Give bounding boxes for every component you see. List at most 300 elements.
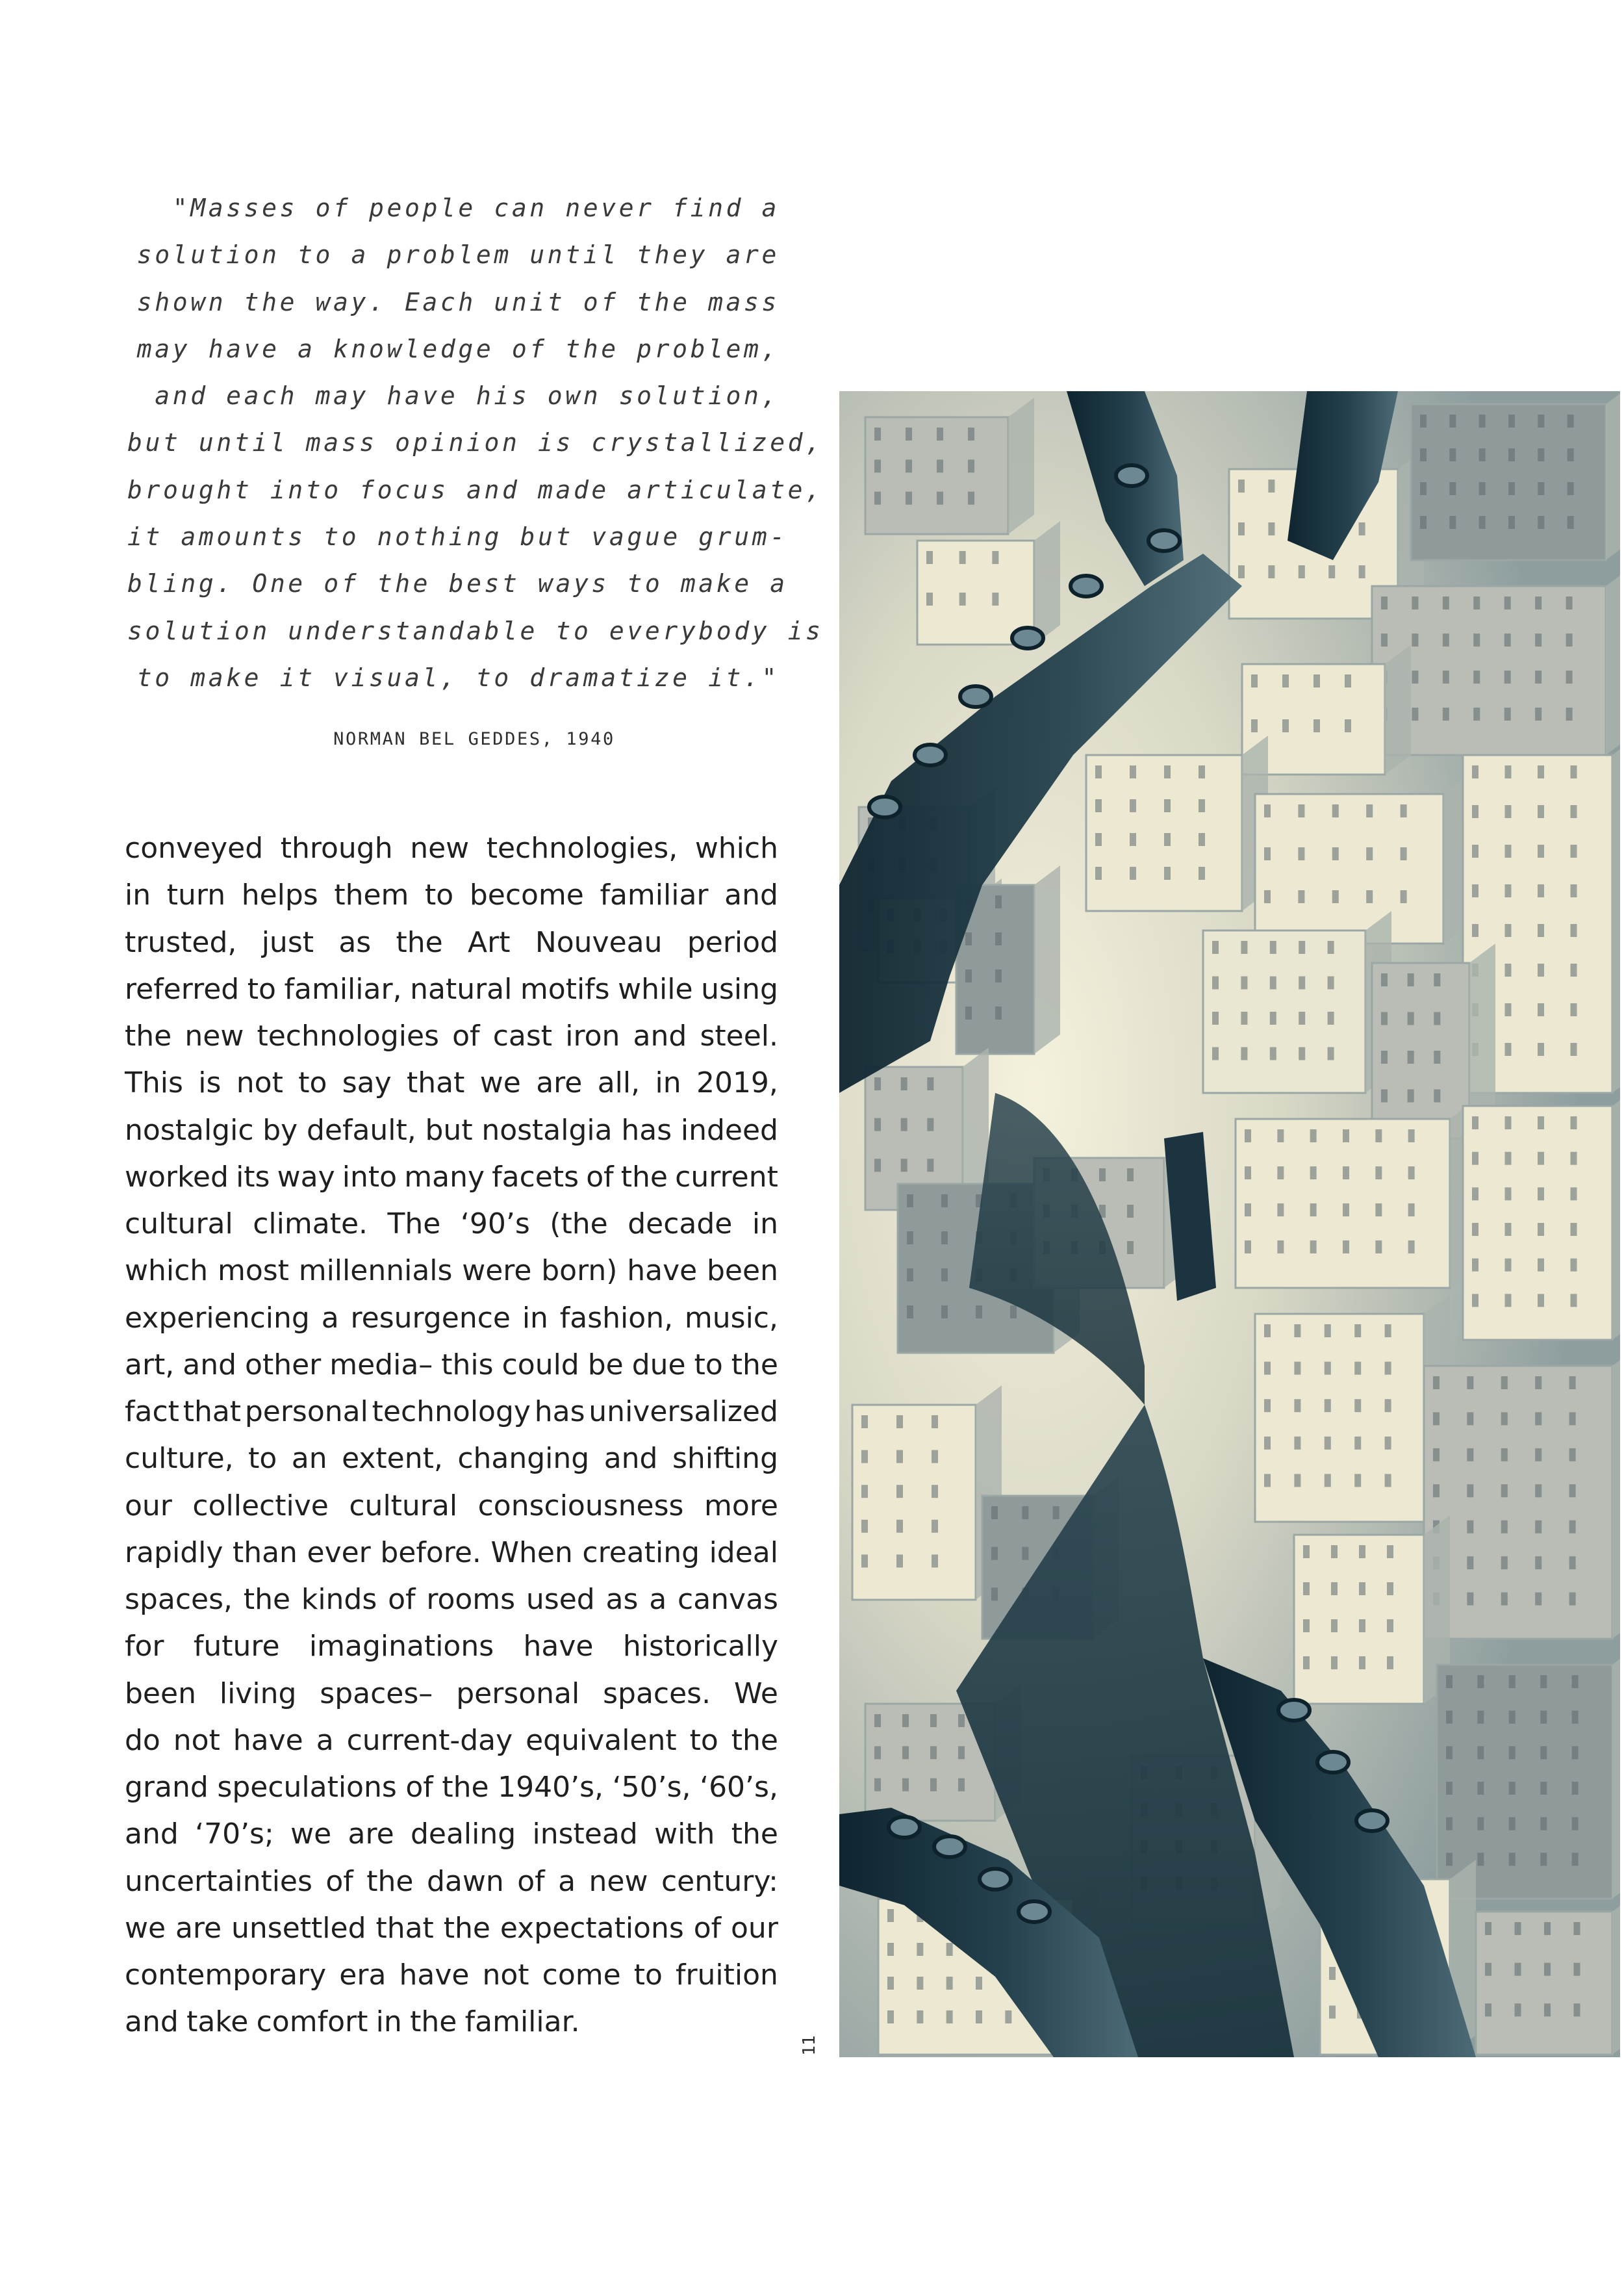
- building-window: [901, 1159, 907, 1172]
- building-window: [1359, 1656, 1365, 1669]
- building-window: [1408, 1203, 1415, 1216]
- building-window: [1199, 833, 1205, 846]
- building-window: [874, 492, 881, 505]
- building-window: [1359, 1545, 1365, 1558]
- building-window: [958, 1714, 965, 1727]
- body-word: current: [675, 1160, 778, 1194]
- building-window: [1127, 1168, 1134, 1181]
- body-word: a: [558, 1864, 576, 1898]
- building-window: [901, 1077, 907, 1090]
- body-word: of: [325, 1864, 353, 1898]
- building-window: [1574, 2003, 1580, 2016]
- building-window: [1199, 799, 1205, 812]
- building-window: [1501, 1412, 1508, 1425]
- body-word: nostalgic: [125, 1113, 254, 1147]
- building-window: [1433, 1412, 1440, 1425]
- building-window: [887, 1909, 894, 1922]
- building-window: [1535, 1520, 1542, 1533]
- building-side: [1612, 1346, 1620, 1639]
- building-window: [1299, 565, 1305, 578]
- building-window: [1387, 1619, 1393, 1632]
- building-window: [992, 593, 998, 606]
- building-window: [1212, 1047, 1219, 1060]
- body-paragraph: [125, 825, 778, 2046]
- body-word: the: [731, 1723, 778, 1757]
- body-word: living: [219, 1676, 297, 1710]
- building-window: [1130, 765, 1136, 778]
- building-window: [1571, 1043, 1577, 1056]
- building-window: [1479, 415, 1486, 428]
- body-word: to: [633, 1958, 663, 1992]
- building-window: [1325, 1362, 1331, 1375]
- building-window: [1569, 1556, 1576, 1569]
- building-window: [1449, 448, 1456, 461]
- body-word: indeed: [680, 1113, 778, 1147]
- building-window: [1238, 480, 1245, 493]
- building-window: [861, 1520, 868, 1533]
- building-window: [1574, 1922, 1580, 1935]
- building-window: [1569, 1484, 1576, 1497]
- building-window: [1505, 964, 1512, 977]
- building-window: [968, 428, 974, 441]
- body-word: helps: [241, 879, 318, 912]
- body-word: spaces,: [125, 1583, 233, 1616]
- building-window: [1385, 1474, 1391, 1487]
- body-word: been: [707, 1254, 778, 1288]
- body-line: [125, 1295, 778, 1342]
- rivet: [1278, 1700, 1310, 1721]
- building-window: [887, 1943, 894, 1956]
- body-word: a: [649, 1583, 667, 1616]
- building-window: [1443, 597, 1449, 609]
- building-window: [1127, 1241, 1134, 1254]
- body-word: and: [183, 1348, 237, 1381]
- building-window: [930, 1778, 937, 1791]
- building-window: [1446, 1817, 1453, 1830]
- body-word: are: [348, 1817, 394, 1851]
- body-word: than: [232, 1535, 298, 1569]
- building-window: [1571, 1003, 1577, 1016]
- building-window: [1343, 1240, 1349, 1253]
- building-window: [1245, 1129, 1251, 1142]
- building-window: [941, 1231, 948, 1244]
- body-word: facets: [492, 1160, 579, 1194]
- building-window: [995, 969, 1002, 982]
- building-window: [861, 1450, 868, 1463]
- rivet: [1148, 530, 1180, 551]
- body-word: iron: [565, 1020, 620, 1053]
- building-window: [1572, 1675, 1579, 1688]
- building-window: [1199, 765, 1205, 778]
- building-block: [1437, 1665, 1612, 1899]
- building-window: [1505, 765, 1512, 778]
- building-window: [1359, 522, 1365, 535]
- building-window: [1540, 1782, 1547, 1795]
- building-window: [1385, 1437, 1391, 1450]
- building-block: [1203, 930, 1365, 1093]
- building-window: [1569, 1448, 1576, 1461]
- building-window: [1264, 847, 1271, 860]
- body-word: that: [375, 1911, 434, 1945]
- building-window: [1566, 597, 1573, 609]
- building-window: [1538, 415, 1544, 428]
- body-line: [125, 1858, 778, 1905]
- building-window: [1538, 1294, 1544, 1307]
- building-window: [1294, 1474, 1300, 1487]
- body-word: into: [342, 1160, 398, 1194]
- building-window: [1538, 1152, 1544, 1165]
- building-window: [1538, 1187, 1544, 1200]
- building-window: [906, 492, 912, 505]
- building-window: [1477, 1711, 1484, 1724]
- epigraph-line: to make it visual, to dramatize it.": [136, 663, 780, 692]
- building-window: [861, 1554, 868, 1567]
- building-window: [1472, 1187, 1478, 1200]
- building-window: [1241, 1047, 1247, 1060]
- body-word: the: [443, 1911, 490, 1945]
- building-window: [1509, 1675, 1516, 1688]
- building-window: [1268, 565, 1275, 578]
- building-window: [1359, 565, 1365, 578]
- building-window: [1569, 1520, 1576, 1533]
- body-word: for: [125, 1630, 164, 1663]
- building-window: [1505, 1003, 1512, 1016]
- building-window: [1095, 799, 1102, 812]
- building-side: [1612, 1645, 1620, 1899]
- building-window: [1298, 890, 1304, 903]
- body-word: cultural: [349, 1489, 458, 1522]
- building-window: [1544, 1963, 1551, 1976]
- building-window: [946, 2010, 953, 2023]
- building-window: [1408, 1240, 1415, 1253]
- building-window: [1473, 708, 1480, 721]
- building-window: [1505, 1187, 1512, 1200]
- epigraph-line: "Masses of people can never find a: [172, 194, 780, 222]
- building-window: [896, 1554, 903, 1567]
- building-window: [1328, 941, 1334, 954]
- body-word: kinds: [301, 1583, 377, 1616]
- building-window: [937, 428, 943, 441]
- building-window: [1571, 765, 1577, 778]
- building-window: [1264, 1324, 1271, 1337]
- building-window: [1515, 2003, 1521, 2016]
- building-window: [887, 2010, 894, 2023]
- epigraph-line: but until mass opinion is crystallized,: [127, 428, 824, 457]
- building-window: [1264, 804, 1271, 817]
- building-window: [1467, 1376, 1473, 1389]
- building-window: [1310, 1240, 1317, 1253]
- building-window: [1501, 1376, 1508, 1389]
- building-window: [1010, 1305, 1017, 1318]
- body-line: [125, 1576, 778, 1623]
- body-word: era: [339, 1958, 387, 1992]
- building-window: [1535, 597, 1542, 609]
- building-window: [1479, 516, 1486, 529]
- building-window: [1508, 516, 1515, 529]
- building-window: [1535, 1484, 1542, 1497]
- body-word: due: [631, 1348, 686, 1381]
- rivet: [934, 1836, 965, 1857]
- building-window: [1412, 671, 1418, 684]
- body-word: familiar,: [284, 972, 402, 1006]
- epigraph-line: brought into focus and made articulate,: [127, 475, 824, 504]
- building-window: [1508, 482, 1515, 495]
- body-word: the: [243, 1583, 291, 1616]
- building-window: [907, 1194, 913, 1207]
- building-window: [1408, 1129, 1415, 1142]
- body-word: natural: [410, 972, 513, 1006]
- body-word: take: [186, 2005, 249, 2039]
- building-window: [959, 551, 966, 564]
- building-window: [1412, 634, 1418, 647]
- body-word: are: [536, 1066, 583, 1100]
- building-window: [1408, 1012, 1414, 1025]
- building-window: [1467, 1448, 1473, 1461]
- body-word: have: [627, 1254, 698, 1288]
- building-window: [1303, 1545, 1310, 1558]
- building-window: [1571, 1259, 1577, 1272]
- body-line: [125, 919, 778, 966]
- body-word: Nouveau: [535, 925, 663, 959]
- building-window: [1270, 1012, 1276, 1025]
- building-window: [1332, 847, 1339, 860]
- body-word: ‘70’s;: [195, 1817, 274, 1851]
- building-window: [1331, 1582, 1338, 1595]
- futurist-city-painting-image: [839, 391, 1620, 2057]
- building-window: [1401, 847, 1407, 860]
- building-window: [1354, 1324, 1361, 1337]
- building-window: [1331, 1656, 1338, 1669]
- building-window: [1449, 482, 1456, 495]
- building-window: [1294, 1362, 1300, 1375]
- building-window: [902, 1746, 909, 1759]
- body-word: which: [125, 1254, 209, 1288]
- building-window: [1412, 708, 1418, 721]
- body-word: spaces.: [603, 1676, 711, 1710]
- building-window: [1446, 1675, 1453, 1688]
- body-line: [125, 966, 778, 1013]
- body-word: and: [125, 2005, 179, 2039]
- building-window: [1164, 867, 1171, 880]
- building-window: [1446, 1853, 1453, 1866]
- body-word: of: [405, 1771, 433, 1804]
- body-word: When: [490, 1535, 573, 1569]
- body-word: the: [396, 925, 443, 959]
- building-window: [1538, 482, 1544, 495]
- building-window: [1313, 719, 1320, 732]
- building-window: [1366, 847, 1373, 860]
- building-window: [1535, 1448, 1542, 1461]
- body-line: [125, 1530, 778, 1576]
- building-window: [1505, 1043, 1512, 1056]
- body-word: comfort: [256, 2005, 368, 2039]
- building-window: [1282, 674, 1289, 687]
- body-line: [125, 1905, 778, 1952]
- building-side: [1612, 736, 1620, 1093]
- building-window: [1199, 867, 1205, 880]
- building-window: [1544, 2003, 1551, 2016]
- building-window: [1212, 977, 1219, 990]
- building-window: [1535, 671, 1542, 684]
- building-window: [1472, 765, 1478, 778]
- building-window: [1251, 719, 1258, 732]
- building-window: [1485, 1922, 1491, 1935]
- building-window: [1449, 415, 1456, 428]
- building-window: [1164, 833, 1171, 846]
- building-window: [1331, 1619, 1338, 1632]
- building-window: [1566, 708, 1573, 721]
- building-window: [1473, 671, 1480, 684]
- body-word: nostalgia: [481, 1113, 613, 1147]
- building-window: [1449, 516, 1456, 529]
- building-window: [874, 1778, 881, 1791]
- body-line: [125, 1999, 778, 2046]
- building-window: [901, 1118, 907, 1131]
- building-window: [1505, 1294, 1512, 1307]
- body-word: of: [388, 1583, 416, 1616]
- rivet: [960, 686, 991, 707]
- building-window: [902, 1714, 909, 1727]
- body-word: and: [125, 1817, 179, 1851]
- building-window: [1277, 1203, 1284, 1216]
- body-word: worked: [125, 1160, 229, 1194]
- body-word: universalized: [589, 1395, 778, 1428]
- building-window: [1571, 1294, 1577, 1307]
- building-window: [1472, 1116, 1478, 1129]
- building-window: [1381, 1090, 1388, 1103]
- body-word: expectations: [500, 1911, 684, 1945]
- building-window: [946, 1977, 953, 1990]
- building-window: [1375, 1166, 1382, 1179]
- building-window: [1535, 708, 1542, 721]
- building-window: [1053, 1506, 1059, 1519]
- body-word: equivalent: [526, 1723, 677, 1757]
- building-window: [1328, 565, 1335, 578]
- building-window: [874, 1077, 881, 1090]
- body-word: ‘60’s,: [700, 1771, 778, 1804]
- body-word: art,: [125, 1348, 175, 1381]
- building-window: [991, 1547, 998, 1560]
- building-window: [1505, 924, 1512, 937]
- building-window: [1535, 1376, 1542, 1389]
- building-window: [1212, 1012, 1219, 1025]
- building-window: [1325, 1324, 1331, 1337]
- body-word: that: [183, 1395, 242, 1428]
- building-window: [995, 932, 1002, 945]
- building-window: [917, 1943, 923, 1956]
- building-window: [976, 1977, 982, 1990]
- body-word: this: [441, 1348, 494, 1381]
- building-window: [1241, 941, 1247, 954]
- building-window: [965, 1007, 972, 1020]
- body-word: do: [125, 1723, 160, 1757]
- building-window: [1571, 845, 1577, 858]
- building-window: [1375, 1129, 1382, 1142]
- body-word: This: [125, 1066, 183, 1100]
- building-window: [1303, 1656, 1310, 1669]
- building-window: [1328, 977, 1334, 990]
- body-word: before.: [380, 1535, 481, 1569]
- building-window: [1538, 1003, 1544, 1016]
- building-window: [1245, 1203, 1251, 1216]
- building-window: [1504, 671, 1511, 684]
- body-word: has: [621, 1113, 672, 1147]
- building-window: [1212, 941, 1219, 954]
- building-window: [1022, 1547, 1028, 1560]
- body-word: instead: [532, 1817, 638, 1851]
- body-word: uncertainties: [125, 1864, 312, 1898]
- body-word: not: [173, 1723, 220, 1757]
- building-window: [874, 459, 881, 472]
- building-window: [1479, 448, 1486, 461]
- body-word: say: [342, 1066, 392, 1100]
- building-window: [965, 969, 972, 982]
- building-window: [937, 459, 943, 472]
- body-word: spaces–: [320, 1676, 433, 1710]
- building-window: [932, 1415, 938, 1428]
- building-window: [874, 1159, 881, 1172]
- building-window: [991, 1587, 998, 1600]
- body-word: to: [248, 1442, 277, 1476]
- building-window: [1264, 890, 1271, 903]
- building-window: [896, 1520, 903, 1533]
- building-window: [1472, 924, 1478, 937]
- body-word: become: [469, 879, 584, 912]
- body-word: dawn: [426, 1864, 504, 1898]
- building-window: [1366, 890, 1373, 903]
- body-word: the: [125, 1020, 172, 1053]
- building-window: [1505, 1223, 1512, 1236]
- building-window: [1504, 708, 1511, 721]
- building-window: [995, 895, 1002, 908]
- building-window: [1294, 1324, 1300, 1337]
- building-side: [1008, 398, 1034, 534]
- body-word: fact: [125, 1395, 179, 1428]
- building-window: [941, 1305, 948, 1318]
- building-window: [1408, 1166, 1415, 1179]
- building-window: [1472, 1294, 1478, 1307]
- building-window: [1387, 1545, 1393, 1558]
- building-window: [958, 1746, 965, 1759]
- building-window: [1571, 1223, 1577, 1236]
- body-word: way: [277, 1160, 335, 1194]
- body-line: [125, 1811, 778, 1858]
- building-window: [1329, 1967, 1336, 1980]
- building-window: [1095, 867, 1102, 880]
- epigraph-line: solution understandable to everybody is: [127, 616, 824, 645]
- body-word: future: [193, 1630, 280, 1663]
- building-window: [1538, 884, 1544, 897]
- building-window: [1298, 804, 1304, 817]
- building-window: [1472, 884, 1478, 897]
- building-window: [1505, 1116, 1512, 1129]
- building-window: [1509, 1711, 1516, 1724]
- building-window: [1381, 634, 1388, 647]
- building-window: [1473, 634, 1480, 647]
- building-window: [874, 1746, 881, 1759]
- building-window: [1331, 1545, 1338, 1558]
- building-window: [1433, 1448, 1440, 1461]
- building-window: [1505, 1152, 1512, 1165]
- building-window: [1477, 1782, 1484, 1795]
- body-word: not: [482, 1958, 529, 1992]
- body-word: by: [262, 1113, 298, 1147]
- building-window: [1538, 964, 1544, 977]
- body-line: [125, 1671, 778, 1717]
- body-word: the: [731, 1348, 778, 1381]
- building-window: [1099, 1168, 1106, 1181]
- body-word: is: [198, 1066, 222, 1100]
